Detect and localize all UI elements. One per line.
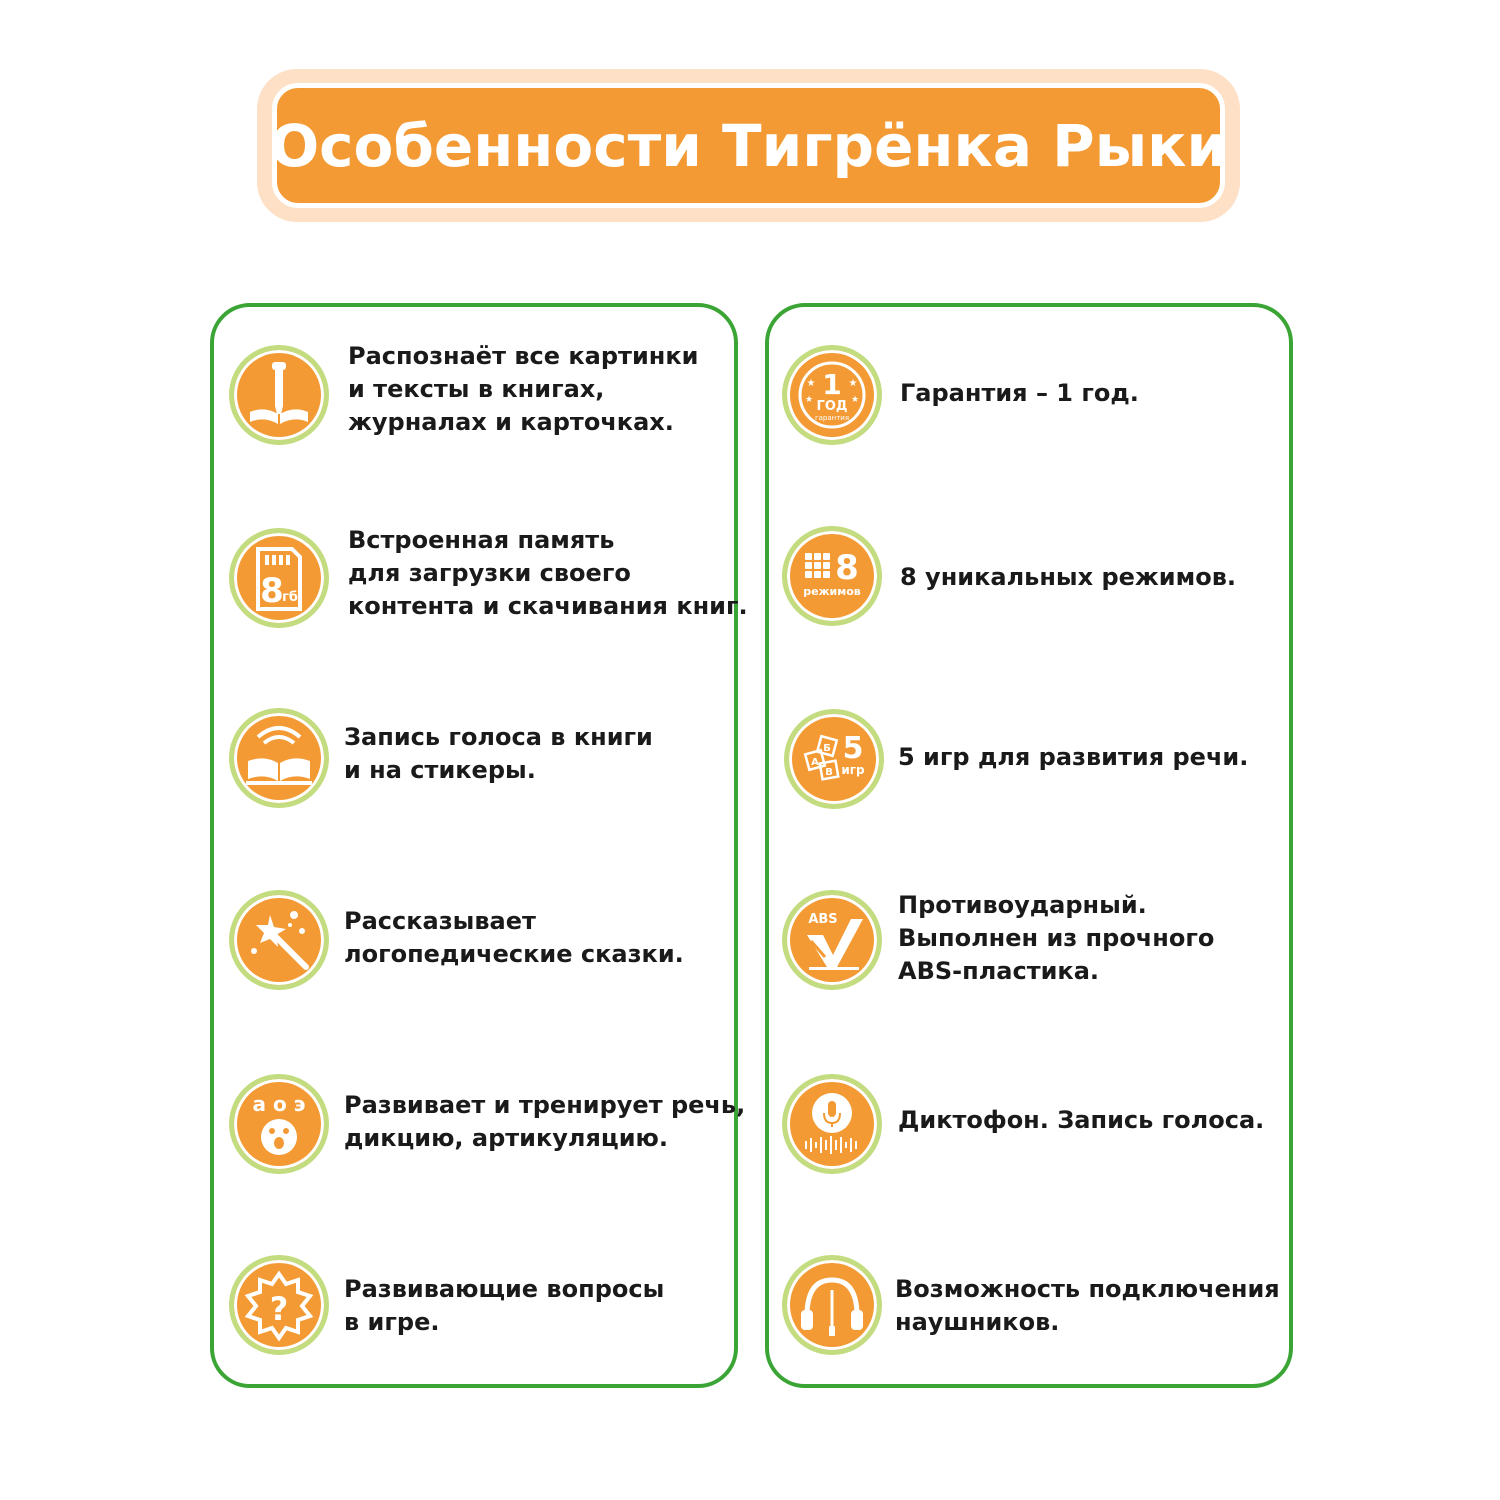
feature-line: логопедические сказки.	[344, 940, 684, 968]
page-title: Особенности Тигрёнка Рыки	[269, 111, 1228, 180]
icon-label: 1	[822, 368, 842, 401]
question-burst-icon	[229, 1255, 329, 1355]
abs-shield-icon	[782, 890, 882, 990]
feature-line: Возможность подключения	[895, 1275, 1280, 1303]
svg-text:★: ★	[806, 378, 816, 389]
scanner-book-icon	[229, 345, 329, 445]
title-banner	[257, 69, 1240, 222]
feature-line: Диктофон. Запись голоса.	[898, 1106, 1265, 1134]
feature-item	[214, 892, 734, 1002]
icon-label: ABS	[808, 912, 838, 927]
feature-item	[214, 340, 734, 450]
feature-text	[900, 377, 1139, 410]
alphabet-cubes-icon	[784, 709, 884, 809]
feature-line: Противоударный.	[898, 891, 1147, 919]
svg-text:★: ★	[804, 395, 814, 405]
icon-label: 5	[842, 731, 864, 766]
feature-item	[214, 1076, 746, 1186]
feature-line: в игре.	[344, 1308, 440, 1336]
icon-label: а о э	[252, 1092, 306, 1116]
feature-item	[214, 524, 748, 634]
icon-label: ?	[269, 1290, 289, 1328]
icon-label: 8	[260, 571, 284, 611]
features-panel-right	[765, 303, 1293, 1388]
icon-label: 8	[835, 548, 859, 588]
feature-text	[898, 741, 1248, 774]
icon-sublabel: игр	[841, 763, 865, 777]
feature-line: контента и скачивания книг.	[348, 592, 748, 620]
feature-line: и на стикеры.	[344, 756, 536, 784]
warranty-badge-icon	[782, 345, 882, 445]
icon-letter: А	[811, 757, 819, 768]
feature-line: наушников.	[895, 1308, 1060, 1336]
feature-line: Запись голоса в книги	[344, 723, 653, 751]
feature-item	[769, 708, 1289, 818]
feature-text	[895, 1273, 1280, 1339]
feature-text	[344, 1089, 745, 1155]
feature-line: журналах и карточках.	[348, 408, 674, 436]
feature-line: Встроенная память	[348, 526, 615, 554]
feature-item	[769, 524, 1289, 634]
feature-text	[900, 561, 1236, 594]
feature-item	[769, 892, 1289, 1002]
microphone-icon	[782, 1074, 882, 1174]
icon-sublabel: гарантия	[814, 414, 850, 422]
modes-grid-icon	[782, 526, 882, 626]
feature-text	[344, 905, 684, 971]
features-panel-left	[210, 303, 748, 1388]
feature-text	[348, 524, 748, 623]
icon-letter: Б	[823, 743, 831, 754]
feature-text	[344, 721, 653, 787]
feature-line: дикцию, артикуляцию.	[344, 1124, 668, 1152]
feature-item	[214, 708, 734, 818]
magic-wand-icon	[229, 890, 329, 990]
feature-line: и тексты в книгах,	[348, 375, 605, 403]
icon-sublabel: ГОД	[816, 399, 848, 414]
feature-line: Развивает и тренирует речь,	[344, 1091, 746, 1119]
memory-card-icon	[229, 528, 329, 628]
feature-text	[898, 1104, 1264, 1137]
feature-line: Выполнен из прочного	[898, 924, 1215, 952]
feature-text	[344, 1273, 664, 1339]
title-banner-inner	[269, 83, 1228, 208]
feature-line: ABS-пластика.	[898, 957, 1100, 985]
feature-text	[898, 889, 1214, 988]
feature-item	[769, 340, 1289, 450]
icon-letter: В	[825, 767, 833, 778]
feature-item	[769, 1260, 1289, 1370]
feature-item	[214, 1260, 734, 1370]
icon-sublabel: гб	[282, 590, 298, 605]
feature-line: 5 игр для развития речи.	[898, 743, 1249, 771]
speech-face-icon	[229, 1074, 329, 1174]
feature-line: Развивающие вопросы	[344, 1275, 665, 1303]
feature-text	[348, 340, 698, 439]
svg-text:★: ★	[850, 395, 860, 405]
feature-line: для загрузки своего	[348, 559, 631, 587]
feature-item	[769, 1076, 1289, 1186]
headphones-icon	[782, 1255, 882, 1355]
svg-text:★: ★	[848, 378, 858, 389]
feature-line: Гарантия – 1 год.	[900, 379, 1139, 407]
icon-sublabel: режимов	[803, 585, 861, 598]
sound-book-icon	[229, 708, 329, 808]
feature-line: 8 уникальных режимов.	[900, 563, 1237, 591]
feature-line: Распознаёт все картинки	[348, 342, 699, 370]
feature-line: Рассказывает	[344, 907, 536, 935]
